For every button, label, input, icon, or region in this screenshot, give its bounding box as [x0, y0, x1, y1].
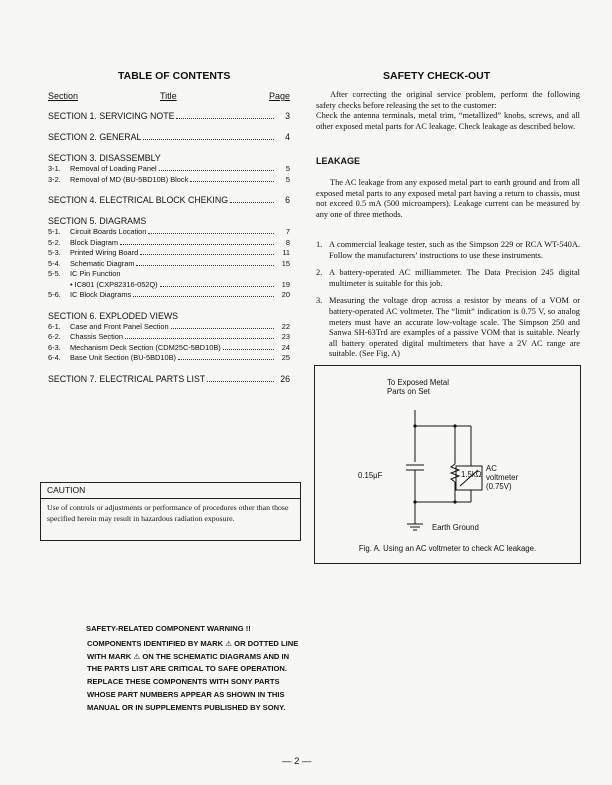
toc-entry-3-1[interactable]: 3-1. Removal of Loading Panel 5: [48, 164, 290, 173]
leakage-title: LEAKAGE: [316, 156, 361, 166]
junction-dot: [413, 500, 416, 503]
toc-entry-5-1[interactable]: 5-1. Circuit Boards Location 7: [48, 227, 290, 236]
toc-entry-5-4[interactable]: 5-4. Schematic Diagram 15: [48, 258, 290, 268]
toc-entry-section-7[interactable]: SECTION 7. ELECTRICAL PARTS LIST 26: [48, 373, 290, 384]
label-exposed-metal: To Exposed Metal Parts on Set: [387, 378, 449, 396]
resistor-zigzag: [451, 464, 459, 482]
junction-dot: [453, 424, 456, 427]
list-item: 2. A battery-operated AC milliammeter. The Data Precision 245 digital multimeter is suitable for this job.: [316, 268, 580, 288]
page-number: — 2 —: [282, 756, 312, 767]
caution-title: CAUTION: [41, 483, 300, 499]
figure-caption: Fig. A. Using an AC voltmeter to check AC leakage.: [358, 544, 537, 553]
safety-intro-paragraph: After correcting the original service problem, perform the following safety checks before releasing the set to the customer:: [316, 90, 580, 110]
label-earth-ground: Earth Ground: [432, 523, 479, 532]
toc-list: [48, 110, 290, 385]
toc-entry-5-2[interactable]: 5-2. Block Diagram 8: [48, 237, 290, 247]
toc-entry-5-6[interactable]: 5-6. IC Block Diagrams 20: [48, 290, 290, 299]
safety-checkout-title: SAFETY CHECK-OUT: [383, 70, 491, 82]
list-item: 1. A commercial leakage tester, such as the Simpson 229 or RCA WT-540A. Follow the manufacturers’ instructions to use these instruments.: [316, 240, 580, 260]
leakage-methods-list: [316, 240, 580, 367]
toc-entry-section-1[interactable]: SECTION 1. SERVICING NOTE 3: [48, 111, 290, 121]
figure-a-circuit: [314, 365, 581, 564]
label-resistor: 1.5kΩ: [461, 470, 482, 479]
toc-entry-section-3[interactable]: SECTION 3. DISASSEMBLY: [48, 153, 161, 163]
junction-dot: [453, 500, 456, 503]
toc-entry-6-4[interactable]: 6-4. Base Unit Section (BU-5BD10B) 25: [48, 353, 290, 362]
toc-entry-6-2[interactable]: 6-2. Chassis Section 23: [48, 332, 290, 341]
toc-entry-3-2[interactable]: 3-2. Removal of MD (BU-5BD10B) Block 5: [48, 174, 290, 184]
caution-box: [40, 482, 301, 541]
toc-entry-5-3[interactable]: 5-3. Printed Wiring Board 11: [48, 248, 290, 257]
label-capacitor: 0.15μF: [358, 471, 383, 480]
toc-entry-5-5[interactable]: 5-5. IC Pin Function: [48, 269, 121, 278]
junction-dot: [413, 424, 416, 427]
safety-intro-paragraph-2: Check the antenna terminals, metal trim, “metallized” knobs, screws, and all other exposed metal parts for AC leakage. Check leakage as described below.: [316, 111, 580, 131]
leakage-text: The AC leakage from any exposed metal part to earth ground and from all exposed metal parts to any exposed metal part having a return to chassis, must not exceed 0.5 mA (500 microampers). Leakage current can be measured by any one of three methods.: [316, 178, 580, 219]
safety-warning-body: COMPONENTS IDENTIFIED BY MARK ⚠ OR DOTTED LINE WITH MARK ⚠ ON THE SCHEMATIC DIAGRAMS AND IN THE PARTS LIST ARE CRITICAL TO SAFE OPERATION. REPLACE THESE COMPONENTS WITH SONY PARTS WHOSE PART NUMBERS APPEAR AS SHOWN IN THIS MANUAL OR IN SUPPLEMENTS PUBLISHED BY SONY.: [87, 639, 299, 712]
toc-entry-section-5[interactable]: SECTION 5. DIAGRAMS: [48, 216, 147, 226]
toc-col-page: Page: [268, 91, 290, 101]
toc-entry-5-5-ic801[interactable]: • IC801 (CXP82316-052Q) 19: [70, 279, 290, 289]
toc-entry-section-2[interactable]: SECTION 2. GENERAL 4: [48, 132, 290, 142]
toc-title: TABLE OF CONTENTS: [118, 70, 231, 82]
toc-col-title: Title: [160, 91, 177, 101]
toc-entry-section-4[interactable]: SECTION 4. ELECTRICAL BLOCK CHEKING 6: [48, 195, 290, 205]
toc-entry-6-3[interactable]: 6-3. Mechanism Deck Section (CDM25C-5BD10B) 24: [48, 342, 290, 352]
list-item: 3. Measuring the voltage drop across a resistor by means of a VOM or battery-operated AC voltmeter. The “limit” indication is 0.75 V, so analog meters must have an accurate low-voltage scale. The Simpson 250 and Sanwa SH-63Trd are examples of a passive VOM that is suitable. Nearly all battery operated digital multimeters that have a 2V AC range are suitable. (See Fig. A): [316, 296, 580, 359]
toc-entry-section-6[interactable]: SECTION 6. EXPLODED VIEWS: [48, 310, 179, 321]
caution-body: Use of controls or adjustments or performance of procedures other than those specified herein may result in hazardous radiation exposure.: [47, 503, 289, 523]
safety-warning-title: SAFETY-RELATED COMPONENT WARNING !!: [86, 624, 251, 633]
label-voltmeter: AC voltmeter (0.75V): [486, 464, 519, 491]
toc-col-section: Section: [48, 91, 79, 101]
safety-intro: [316, 90, 580, 132]
toc-entry-6-1[interactable]: 6-1. Case and Front Panel Section 22: [48, 321, 290, 331]
